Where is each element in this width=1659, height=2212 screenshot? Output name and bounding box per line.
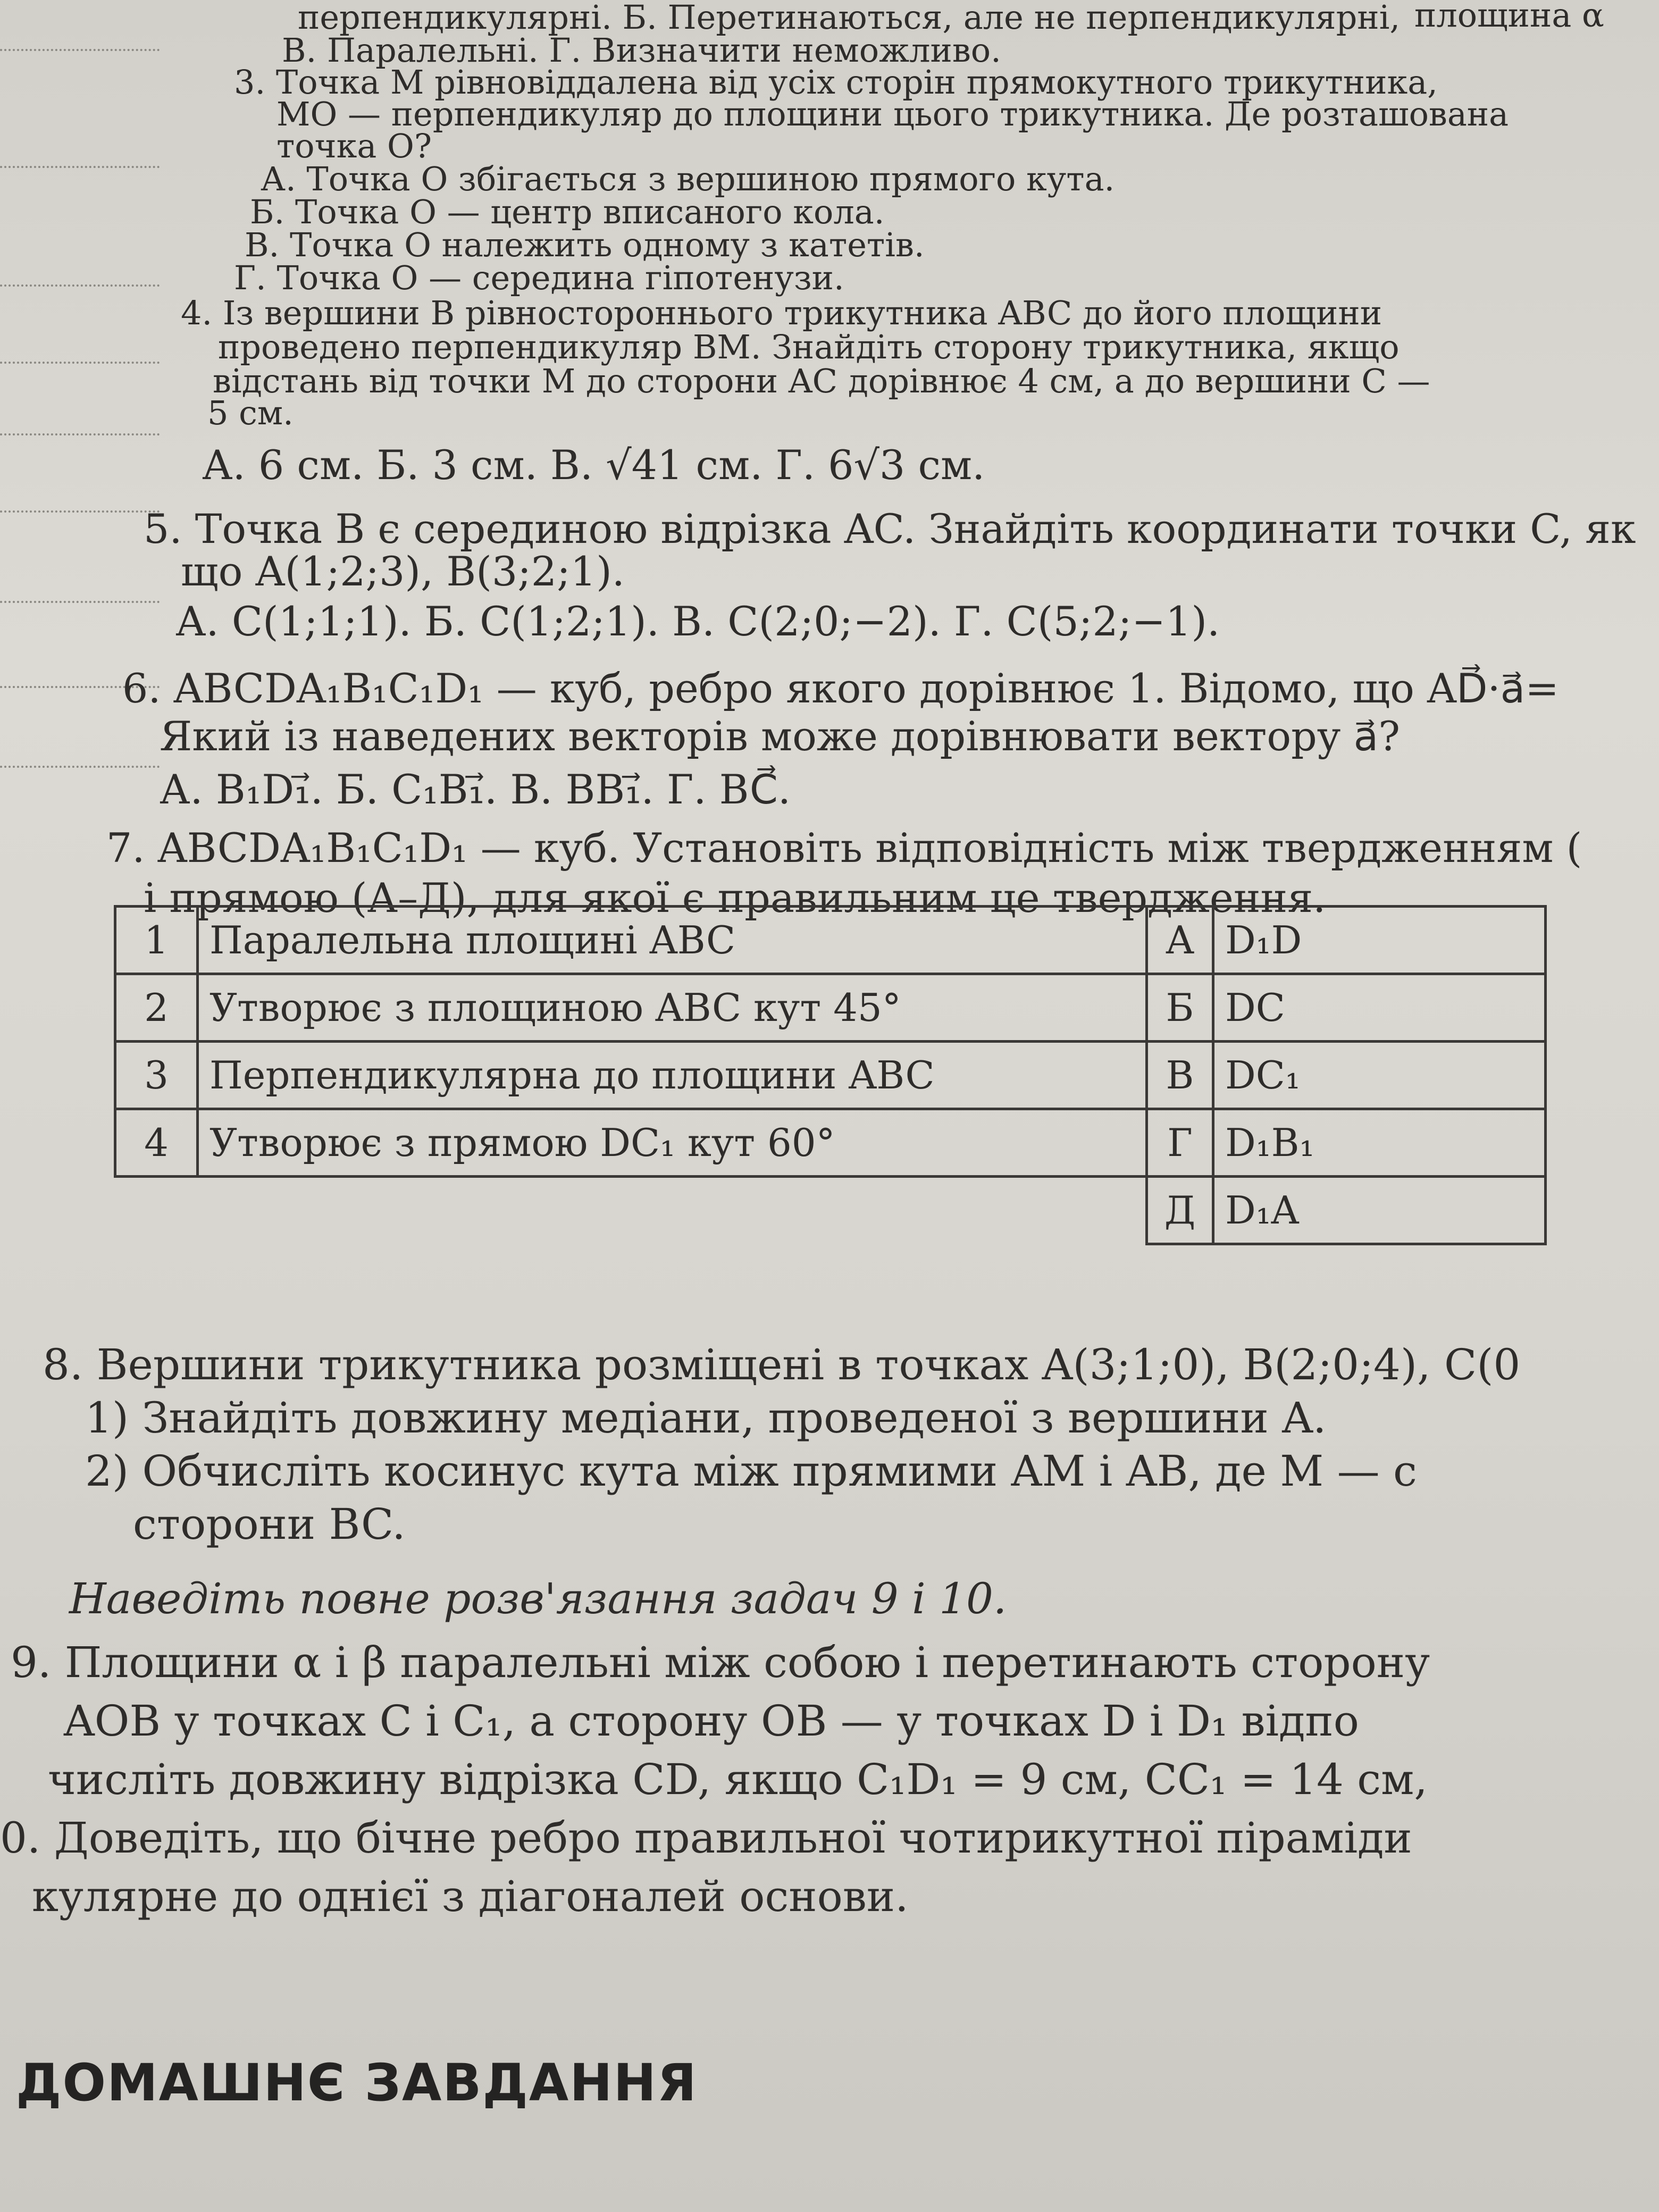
instruction: Наведіть повне розв'язання задач 9 і 10. — [69, 1574, 1007, 1623]
task3-option-b: Б. Точка O — центр вписаного кола. — [250, 192, 885, 231]
task4 — [181, 294, 1382, 333]
line-cell: DC₁ — [1213, 1042, 1546, 1109]
letter-cell: Д — [1147, 1177, 1213, 1244]
task-text: Вершини трикутника розміщені в точках A(3;1;0), B(2;0;4), C(0 — [96, 1340, 1521, 1389]
line-cell: D₁B₁ — [1213, 1109, 1546, 1177]
answer-dotted-line — [0, 362, 160, 364]
top-fragment-line: перпендикулярні. Б. Перетинаються, але не перпендикулярні, — [298, 0, 1401, 37]
task5 — [144, 505, 1636, 553]
task8 — [43, 1340, 1520, 1390]
task-text: Точка M рівновіддалена від усіх сторін прямокутного трикутника, — [275, 63, 1438, 102]
top-fragment-right: площина α — [1414, 0, 1604, 35]
task9 — [11, 1638, 1430, 1688]
task3-option-a: А. Точка O збігається з вершиною прямого кута. — [261, 160, 1115, 198]
top-fragment-line2: В. Паралельні. Г. Визначити неможливо. — [282, 31, 1001, 70]
task3-option-c: В. Точка O належить одному з катетів. — [245, 225, 925, 264]
answer-dotted-line — [0, 601, 160, 603]
statement-cell — [198, 1177, 1147, 1244]
task4-line4: 5 см. — [207, 393, 294, 432]
row-number — [115, 1177, 198, 1244]
task-number: 3. — [234, 63, 266, 102]
table-row — [115, 1177, 1546, 1244]
task3-line3: точка O? — [276, 127, 432, 165]
task9-line2: AOB у точках C і C₁, а сторону OB — у точках D і D₁ відпо — [64, 1696, 1359, 1746]
task4-line2: проведено перпендикуляр BM. Знайдіть сторону трикутника, якщо — [218, 328, 1400, 366]
matching-table — [114, 905, 1547, 1245]
task6-options: А. B₁D₁⃗. Б. C₁B₁⃗. В. BB₁⃗. Г. BC⃗. — [160, 766, 791, 813]
answer-dotted-line — [0, 433, 160, 435]
answer-dotted-line — [0, 284, 160, 287]
task-text: Площини α і β паралельні між собою і перетинають сторону — [64, 1638, 1430, 1687]
table-row — [115, 1109, 1546, 1177]
table-row — [115, 907, 1546, 974]
task3-option-d: Г. Точка O — середина гіпотенузи. — [234, 258, 844, 297]
homework-heading: ДОМАШНЄ ЗАВДАННЯ — [16, 2053, 698, 2113]
task6 — [122, 665, 1559, 713]
row-number: 1 — [115, 907, 198, 974]
task8-sub1: 1) Знайдіть довжину медіани, проведеної з вершини A. — [85, 1393, 1327, 1443]
task7 — [106, 824, 1582, 872]
letter-cell: Б — [1147, 974, 1213, 1042]
task-number: 5. — [144, 505, 182, 552]
line-cell: D₁D — [1213, 907, 1546, 974]
task-text: ABCDA₁B₁C₁D₁ — куб, ребро якого дорівнює 1. Відомо, що AD⃗·a⃗= — [173, 665, 1559, 712]
task-text: ABCDA₁B₁C₁D₁ — куб. Установіть відповідність між твердженням ( — [157, 824, 1582, 872]
task-number: 8. — [43, 1340, 83, 1389]
task6-line2: Який із наведених векторів може дорівнювати вектору a⃗? — [160, 713, 1400, 760]
task3-line2: MO — перпендикуляр до площини цього трикутника. Де розташована — [276, 95, 1509, 133]
task4-options: А. 6 см. Б. 3 см. В. √41 см. Г. 6√3 см. — [202, 441, 985, 489]
statement-cell: Утворює з прямою DC₁ кут 60° — [198, 1109, 1147, 1177]
answer-dotted-line — [0, 510, 160, 513]
letter-cell: Г — [1147, 1109, 1213, 1177]
task8-sub2: 2) Обчисліть косинус кута між прямими AM і AB, де M — с — [85, 1446, 1417, 1496]
task-number: 9. — [11, 1638, 52, 1687]
task8-sub2-line2: сторони BC. — [133, 1499, 406, 1549]
row-number: 3 — [115, 1042, 198, 1109]
task-number: 0. — [0, 1813, 41, 1863]
line-cell: DC — [1213, 974, 1546, 1042]
row-number: 4 — [115, 1109, 198, 1177]
task-text: Точка B є серединою відрізка AC. Знайдіть координати точки C, як — [195, 505, 1636, 552]
task5-options: А. C(1;1;1). Б. C(1;2;1). В. C(2;0;−2). Г. C(5;2;−1). — [175, 598, 1220, 645]
statement-cell: Паралельна площині ABC — [198, 907, 1147, 974]
task5-line2: що A(1;2;3), B(3;2;1). — [181, 548, 625, 595]
task-number: 7. — [106, 824, 145, 872]
line-cell: D₁A — [1213, 1177, 1546, 1244]
table-row — [115, 974, 1546, 1042]
task-text: Доведіть, що бічне ребро правильної чотирикутної піраміди — [54, 1813, 1412, 1863]
statement-cell: Утворює з площиною ABC кут 45° — [198, 974, 1147, 1042]
task10 — [0, 1813, 1412, 1863]
letter-cell: В — [1147, 1042, 1213, 1109]
task4-line3: відстань від точки M до сторони AC дорівнює 4 см, а до вершини C — — [213, 362, 1430, 400]
task9-line3: числіть довжину відрізка CD, якщо C₁D₁ = 9 см, CC₁ = 14 см, — [48, 1755, 1428, 1804]
answer-dotted-line — [0, 766, 160, 768]
task7-line2: і прямою (А–Д), для якої є правильним це твердження. — [144, 874, 1326, 921]
row-number: 2 — [115, 974, 198, 1042]
task10-line2: кулярне до однієї з діагоналей основи. — [32, 1872, 909, 1921]
table-row — [115, 1042, 1546, 1109]
answer-dotted-line — [0, 49, 160, 51]
answer-dotted-line — [0, 166, 160, 168]
letter-cell: А — [1147, 907, 1213, 974]
statement-cell: Перпендикулярна до площини ABC — [198, 1042, 1147, 1109]
task-text: Із вершини B рівностороннього трикутника ABC до його площини — [222, 294, 1382, 332]
task-number: 4. — [181, 294, 213, 332]
task-number: 6. — [122, 665, 161, 712]
